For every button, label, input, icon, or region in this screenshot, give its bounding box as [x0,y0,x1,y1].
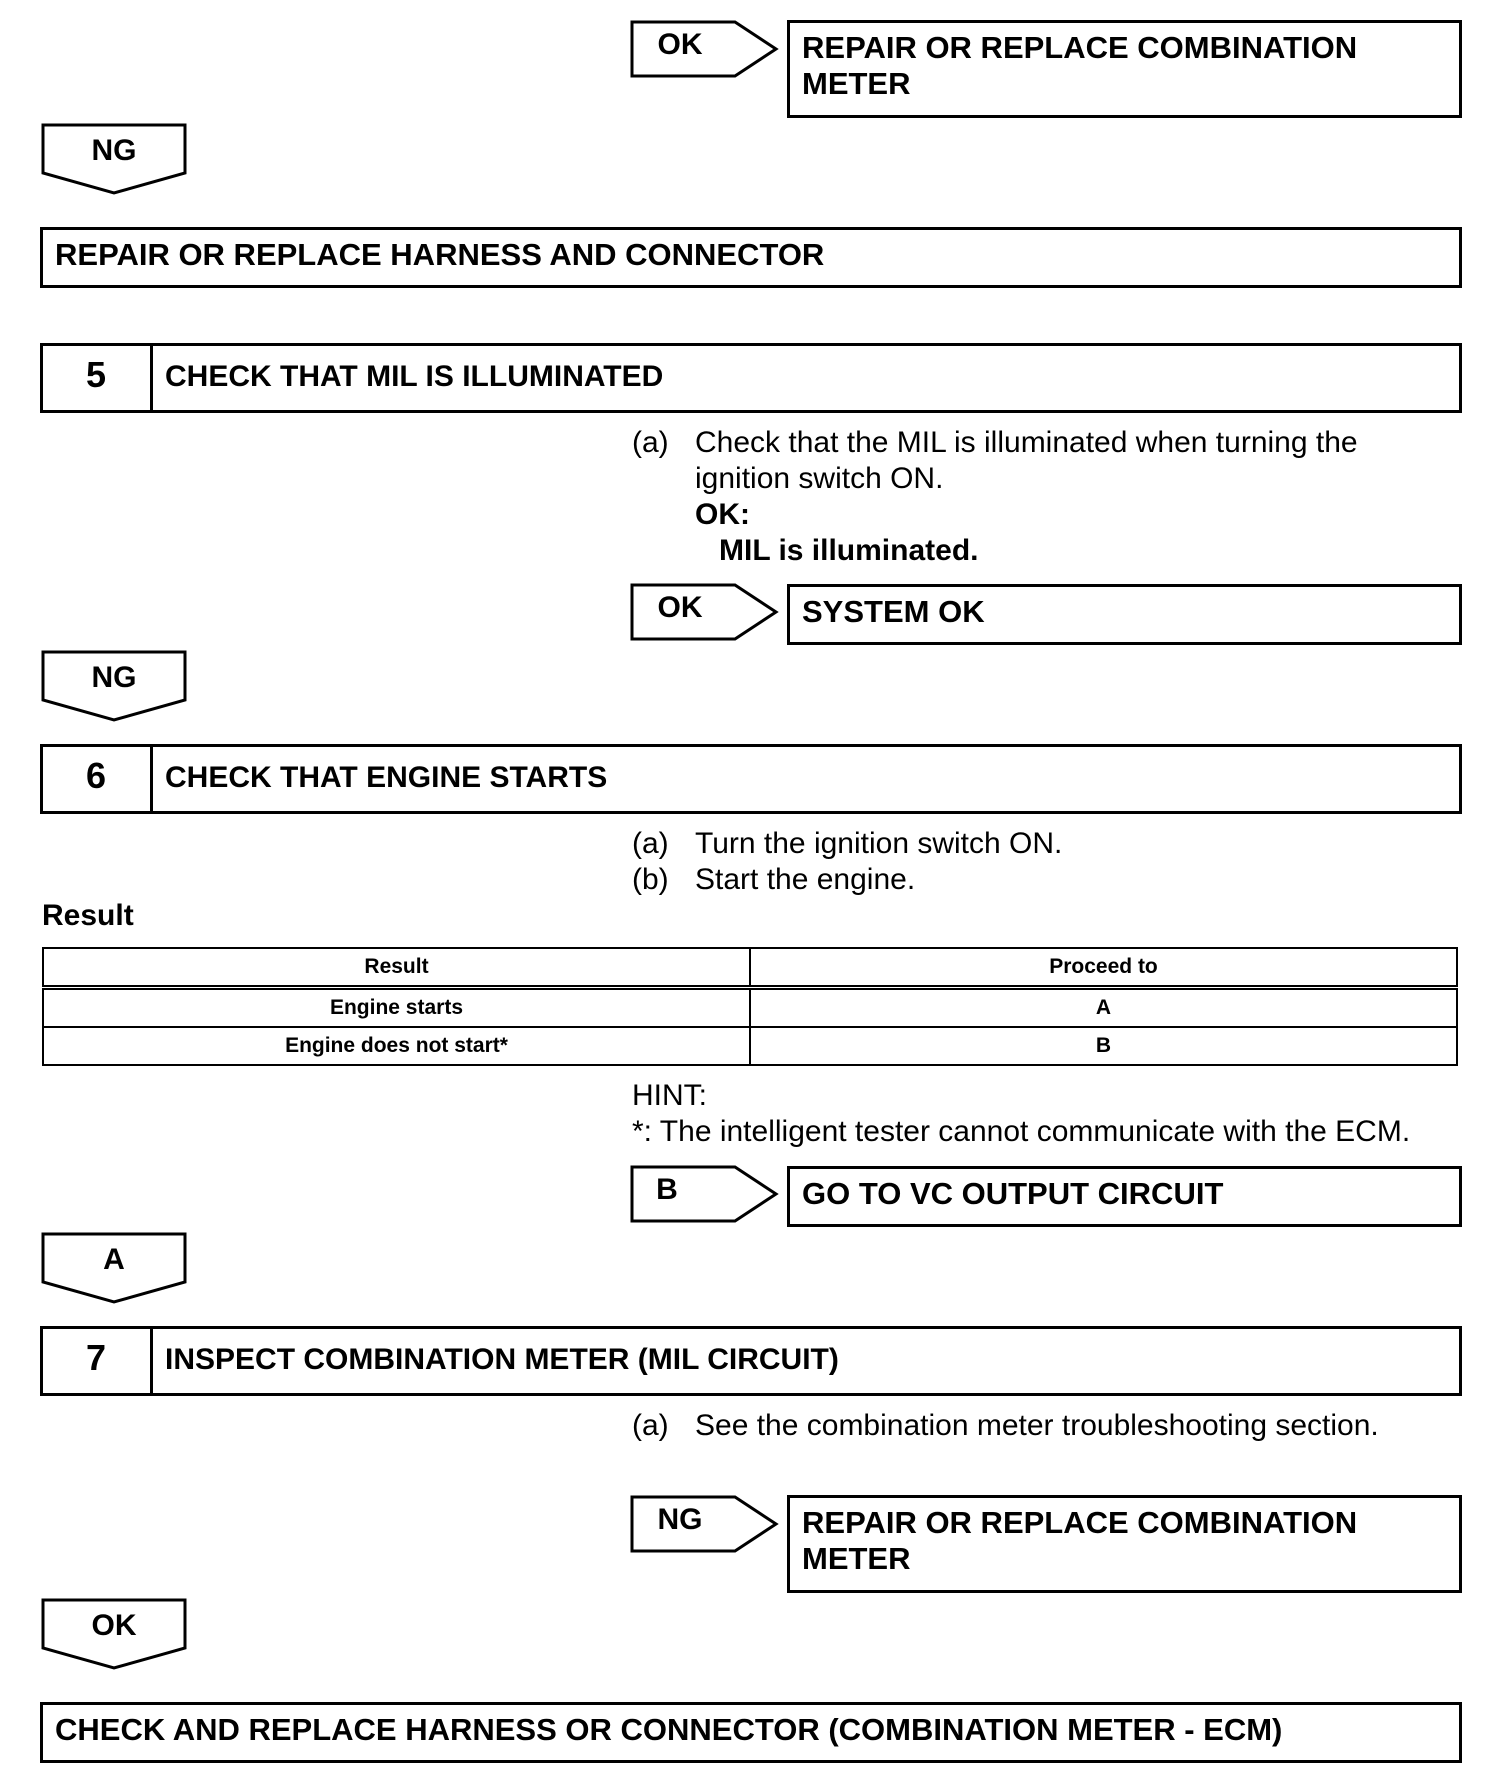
system-ok-text: SYSTEM OK [802,594,985,629]
table-cell: Engine starts [43,988,750,1028]
table-row [43,1027,1457,1065]
repair-meter-text-2: REPAIR OR REPLACE COMBINATION METER [802,1505,1358,1576]
result-table [42,947,1458,1066]
step7-item-a: See the combination meter troubleshooting section. [695,1409,1379,1442]
hint-label: HINT: [632,1079,707,1112]
step6-item-b: Start the engine. [695,863,916,896]
table-header-cell: Proceed to [750,948,1457,988]
step5-item-a-line2: ignition switch ON. [695,462,944,495]
table-cell: B [750,1027,1457,1065]
step5-item-a-line1: Check that the MIL is illuminated when turning the [695,426,1358,459]
step5-ok-arrow-label: OK [657,591,703,624]
step7-number: 7 [85,1337,107,1378]
result-heading: Result [42,899,134,932]
step5-number: 5 [85,354,107,395]
step6-number: 6 [85,755,107,796]
table-cell: Engine does not start* [43,1027,750,1065]
table-header-row [43,948,1457,988]
step7-item-a-label: (a) [632,1409,669,1442]
step7-title: INSPECT COMBINATION METER (MIL CIRCUIT) [165,1343,839,1376]
step5-title: CHECK THAT MIL IS ILLUMINATED [165,360,664,393]
step6-item-a-label: (a) [632,827,669,860]
step6-title: CHECK THAT ENGINE STARTS [165,761,608,794]
step5-ok-value: MIL is illuminated. [719,534,979,567]
step5-ok-label: OK: [695,498,750,531]
hint-text: *: The intelligent tester cannot communicate with the ECM. [632,1115,1411,1148]
table-header-cell: Result [43,948,750,988]
step5-item-a-label: (a) [632,426,669,459]
step6-item-b-label: (b) [632,863,669,896]
step6-item-a: Turn the ignition switch ON. [695,827,1063,860]
ok-arrow-label: OK [657,28,703,61]
b-arrow-label: B [656,1173,678,1206]
result-text-repair-meter: REPAIR OR REPLACE COMBINATION METER [802,30,1358,101]
ng-down-label: NG [91,134,137,167]
step5-ng-label: NG [91,661,137,694]
a-down-label: A [103,1243,125,1276]
table-cell: A [750,988,1457,1028]
table-row [43,988,1457,1028]
step7-ng-arrow-label: NG [657,1503,703,1536]
final-text: CHECK AND REPLACE HARNESS OR CONNECTOR (COMBINATION METER - ECM) [55,1712,1283,1747]
repair-harness-text: REPAIR OR REPLACE HARNESS AND CONNECTOR [55,237,825,272]
vc-output-text: GO TO VC OUTPUT CIRCUIT [802,1176,1224,1211]
ok-down-label: OK [91,1609,137,1642]
